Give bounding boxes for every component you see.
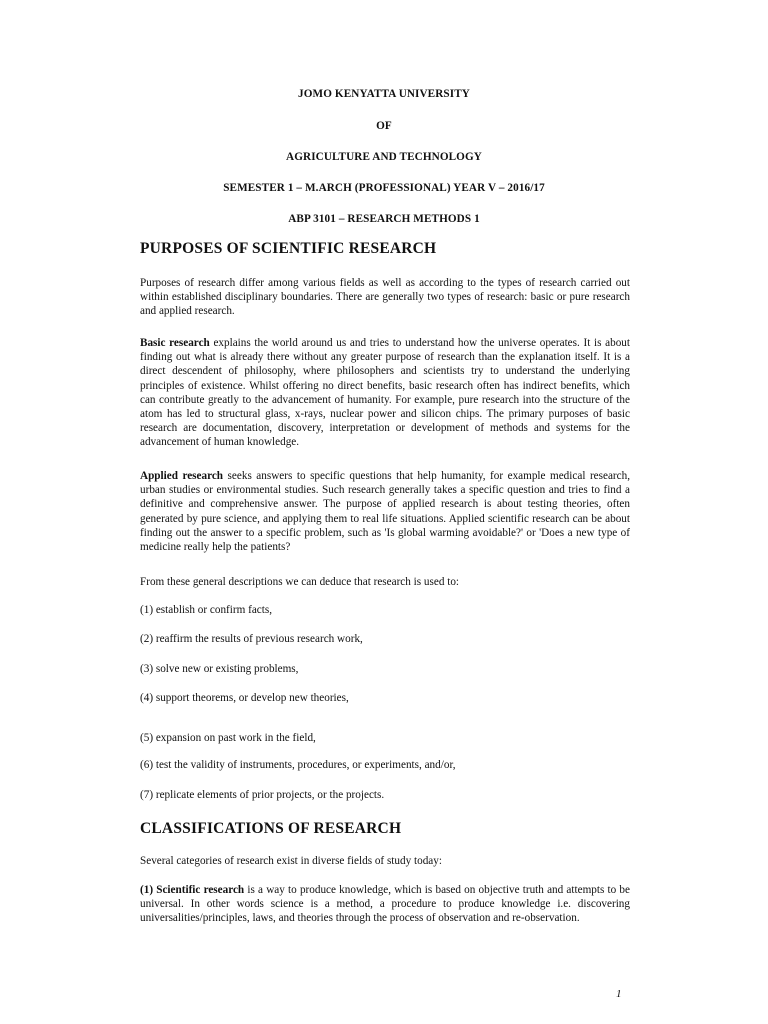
deduce-sentence: From these general descriptions we can deduce that research is used to:: [140, 576, 460, 588]
intro-paragraph: Purposes of research differ among various fields as well as according to the types of research carried out within established disciplinary boundaries. There are generally two types of research: basic or pure research and applied research.: [140, 277, 630, 318]
university-name: JOMO KENYATTA UNIVERSITY: [298, 88, 470, 100]
list-item: (4) support theorems, or develop new theories,: [140, 692, 349, 704]
scientific-research-paragraph: [140, 883, 630, 926]
list-item: (6) test the validity of instruments, procedures, or experiments, and/or,: [140, 759, 456, 771]
header-of: OF: [376, 120, 392, 132]
list-item: (2) reaffirm the results of previous research work,: [140, 633, 363, 645]
page-number: 1: [616, 988, 622, 1000]
scientific-research-text: is a way to produce knowledge, which is based on objective truth and attempts to be universal. In other words science is a method, a procedure to produce knowledge i.e. discovering universalities/principles, laws, and theories through the process of observation and re-observation.: [140, 884, 630, 925]
basic-research-paragraph: [140, 336, 630, 450]
list-item: (5) expansion on past work in the field,: [140, 732, 316, 744]
semester-line: SEMESTER 1 – M.ARCH (PROFESSIONAL) YEAR V – 2016/17: [223, 182, 545, 194]
applied-research-paragraph: [140, 469, 630, 554]
basic-research-term: Basic research: [140, 337, 210, 349]
list-item: (7) replicate elements of prior projects, or the projects.: [140, 789, 385, 801]
university-subtitle: AGRICULTURE AND TECHNOLOGY: [286, 151, 482, 163]
course-line: ABP 3101 – RESEARCH METHODS 1: [288, 213, 480, 225]
applied-research-text: seeks answers to specific questions that help humanity, for example medical research, urban studies or environmental studies. Such research generally takes a specific question and tries to find a definitive and comprehensive answer. The purpose of applied research is about testing theories, often generated by pure science, and applying them to real life situations. Applied scientific research can be about finding out the answer to a specific problem, such as 'Is global warming avoidable?' or 'Does a new type of medicine really help the patients?: [140, 470, 630, 554]
scientific-research-term: (1) Scientific research: [140, 884, 245, 896]
list-item: (3) solve new or existing problems,: [140, 663, 299, 675]
section-heading-purposes: PURPOSES OF SCIENTIFIC RESEARCH: [140, 240, 437, 257]
basic-research-text: explains the world around us and tries to understand how the universe operates. It is about finding out what is already there without any greater purpose of research than the explanation itself. It is a direct descendent of philosophy, where philosophers and scientists try to understand the underlying principles of existence. Whilst offering no direct benefits, basic research often has indirect benefits, which can contribute greatly to the advancement of humanity. For example, pure research into the structure of the atom has led to structural glass, x-rays, nuclear power and silicon chips. The primary purposes of basic research are documentation, discovery, interpretation or development of methods and systems for the advancement of human knowledge.: [140, 337, 630, 449]
classifications-intro: Several categories of research exist in diverse fields of study today:: [140, 855, 442, 867]
list-item: (1) establish or confirm facts,: [140, 604, 273, 616]
applied-research-term: Applied research: [140, 470, 224, 482]
section-heading-classifications: CLASSIFICATIONS OF RESEARCH: [140, 820, 402, 837]
